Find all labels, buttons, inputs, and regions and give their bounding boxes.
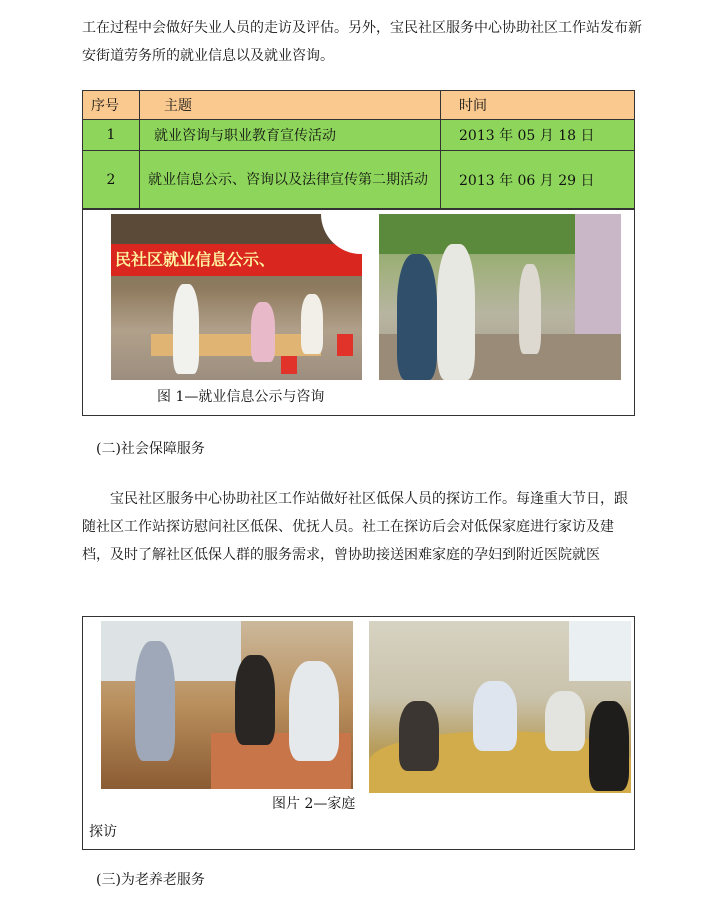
section-2-text: 宝民社区服务中心协助社区工作站做好社区低保人员的探访工作。每逢重大节日，跟随社区工作站探访慰问社区低保、优抚人员。社工在探访后会对低保家庭进行家访及建档，及时了解社区低保人群的服务需求，曾协助接送困难家庭的孕妇到附近医院就医 (82, 491, 628, 563)
intro-paragraph: 工在过程中会做好失业人员的走访及评估。另外，宝民社区服务中心协助社区工作站发布新安街道劳务所的就业信息以及就业咨询。 (82, 20, 642, 64)
photo-notice-board (379, 214, 621, 380)
row-no: 2 (83, 151, 140, 209)
table-row (83, 120, 635, 151)
header-date: 时间 (441, 91, 635, 120)
row-date: 2013 年 05 月 18 日 (441, 120, 635, 151)
section-heading-2: (二)社会保障服务 (96, 441, 205, 457)
section-heading-3: (三)为老养老服务 (96, 872, 205, 888)
figure-2-caption: 图片 2—家庭 (272, 796, 356, 812)
table-row (83, 151, 635, 209)
figure-1 (82, 209, 635, 416)
table-header-row (83, 91, 635, 120)
photo-banner: 民社区就业信息公示、 (111, 244, 362, 276)
figure-2-caption-cont: 探访 (89, 824, 117, 840)
row-topic: 就业咨询与职业教育宣传活动 (140, 120, 441, 151)
row-date: 2013 年 06 月 29 日 (441, 151, 635, 209)
activity-table (82, 90, 635, 209)
photo-info-booth (111, 214, 362, 380)
section-2-paragraph (82, 485, 637, 569)
row-no: 1 (83, 120, 140, 151)
row-topic: 就业信息公示、咨询以及法律宣传第二期活动 (140, 151, 441, 209)
photo-home-visit-1 (101, 621, 353, 789)
figure-2 (82, 616, 635, 850)
figure-1-caption: 图 1—就业信息公示与咨询 (157, 389, 325, 405)
photo-home-visit-2 (369, 621, 631, 793)
header-topic: 主题 (140, 91, 441, 120)
header-no: 序号 (83, 91, 140, 120)
